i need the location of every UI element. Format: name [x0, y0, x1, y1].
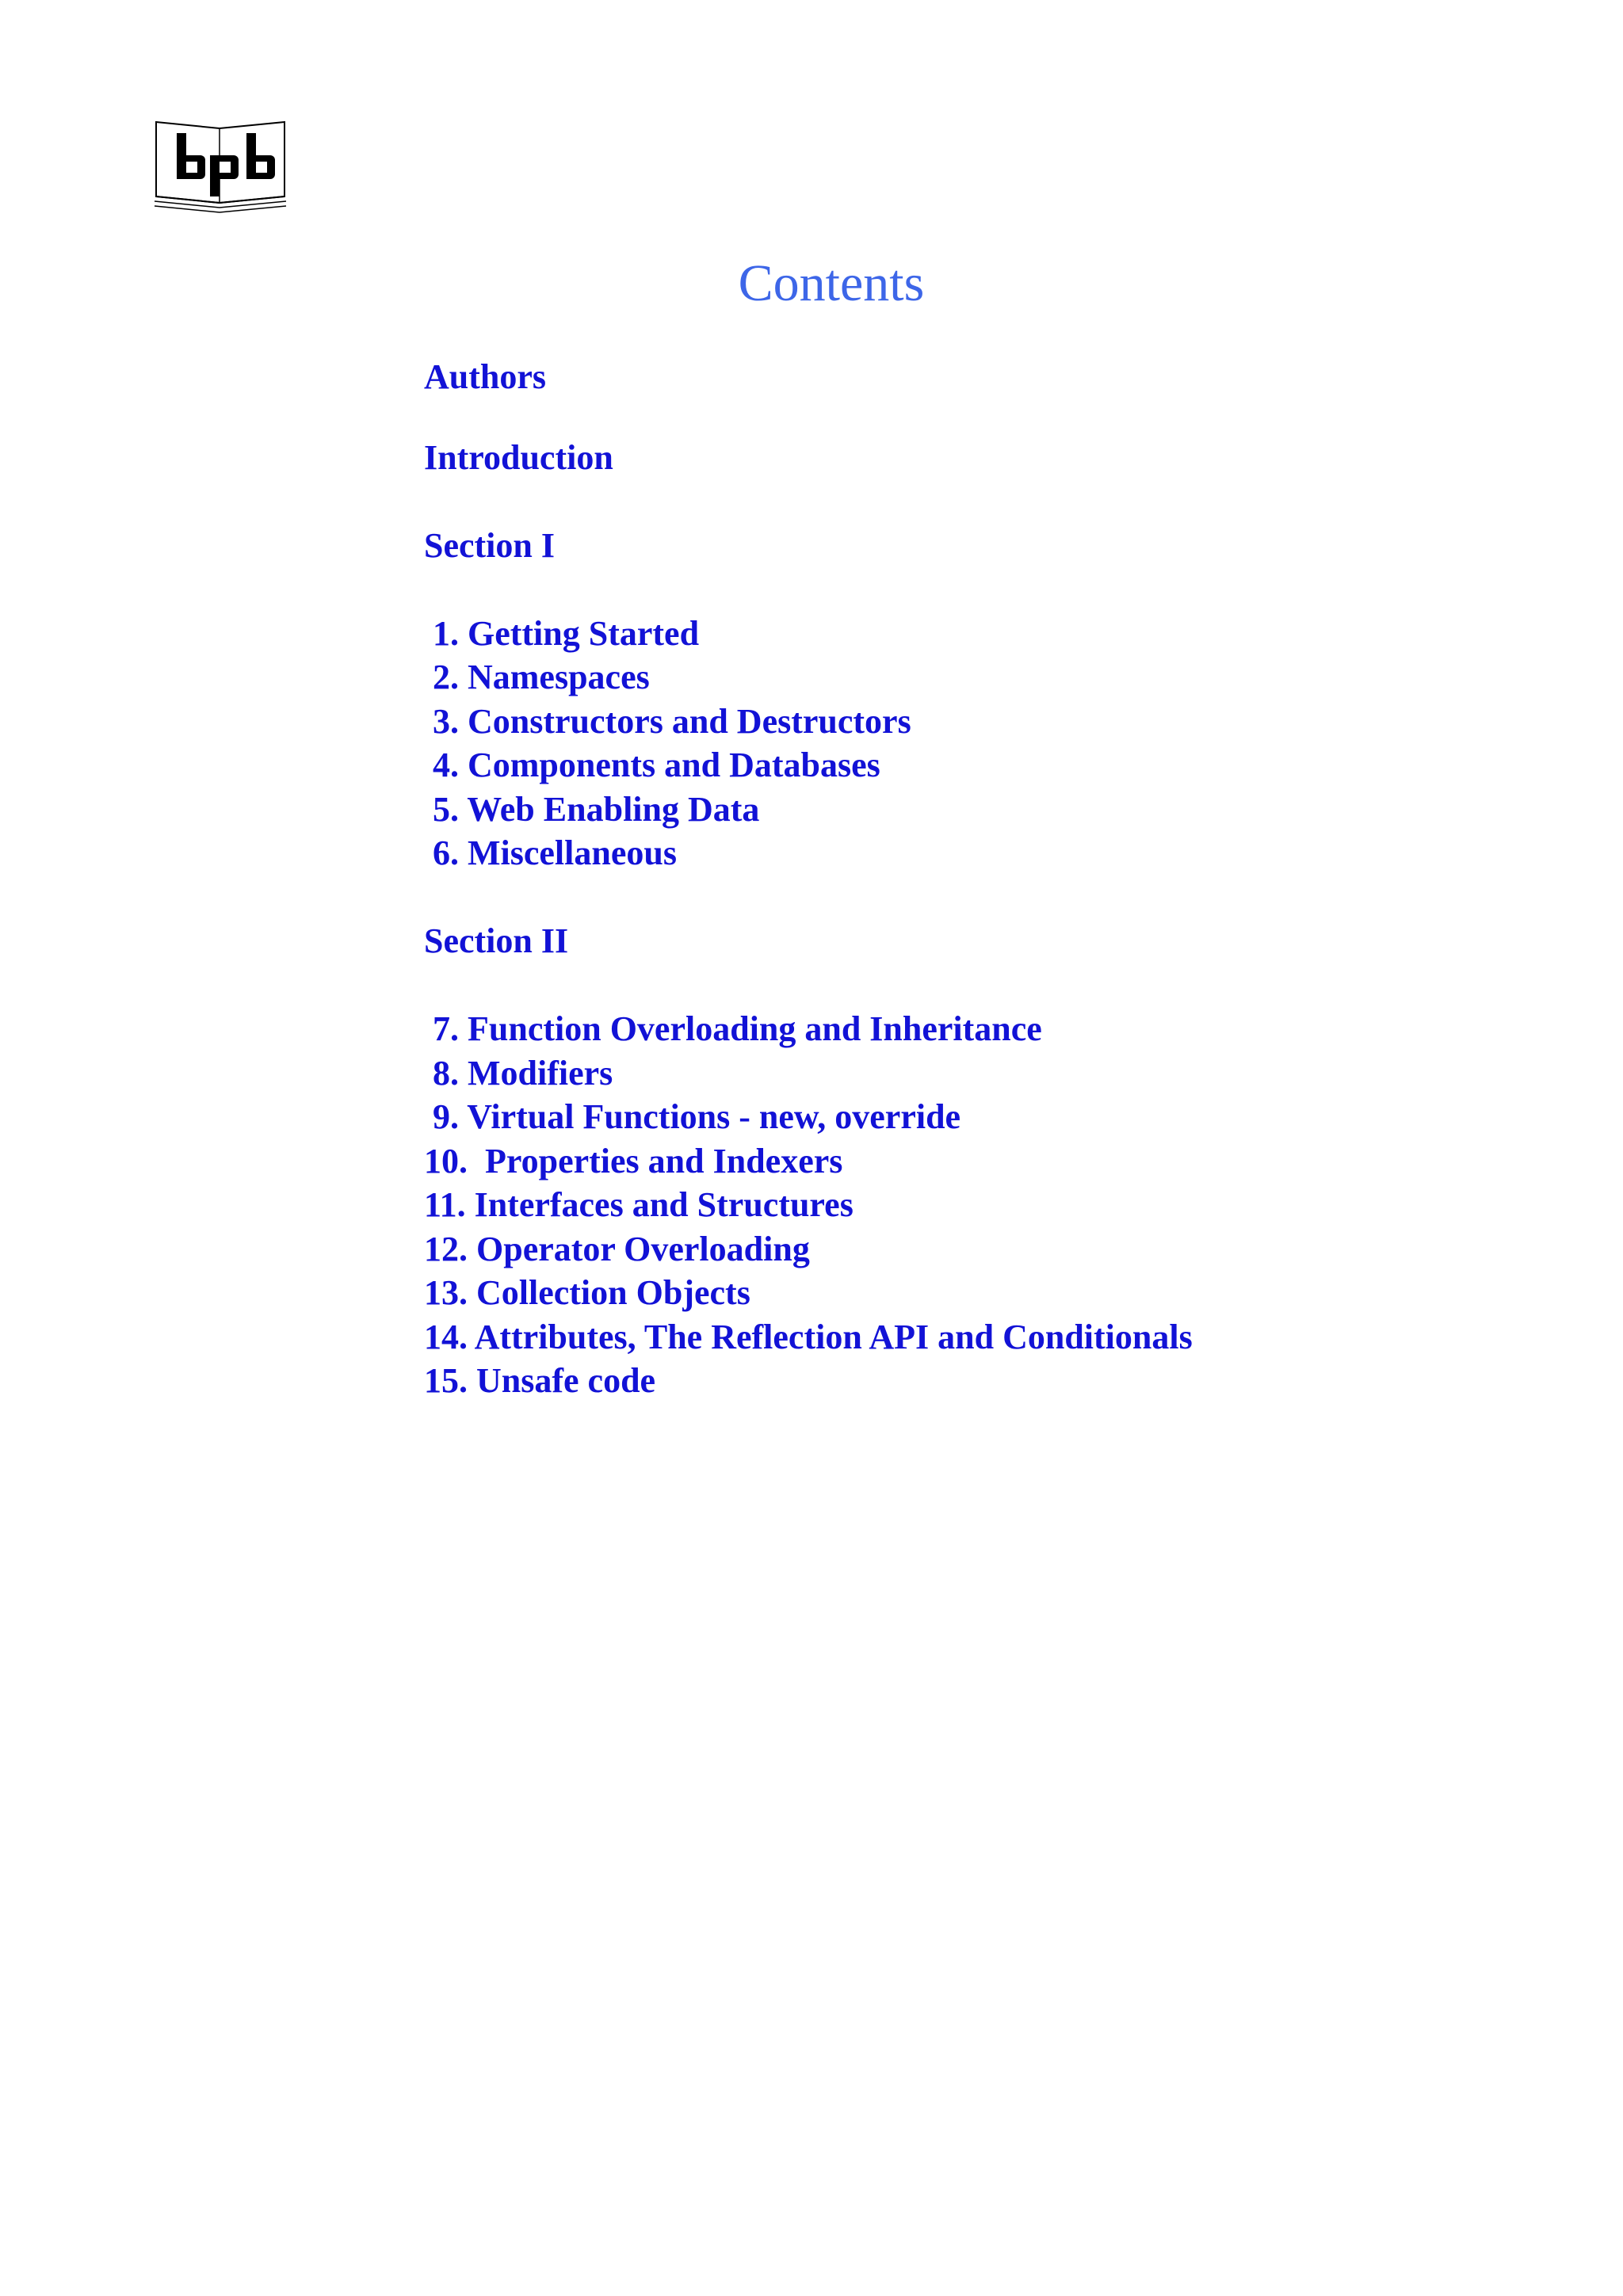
toc-chapter[interactable]: 4. Components and Databases: [424, 746, 880, 784]
toc-section-2[interactable]: Section II: [424, 921, 569, 960]
toc-chapter[interactable]: 5. Web Enabling Data: [424, 790, 760, 829]
toc-chapter[interactable]: 2. Namespaces: [424, 658, 650, 696]
toc-chapter[interactable]: 11. Interfaces and Structures: [424, 1185, 854, 1224]
toc-chapter[interactable]: 12. Operator Overloading: [424, 1230, 810, 1268]
toc-authors[interactable]: Authors: [424, 357, 547, 396]
toc-section-1[interactable]: Section I: [424, 526, 555, 565]
toc-chapter[interactable]: 9. Virtual Functions - new, override: [424, 1097, 961, 1136]
toc-chapter[interactable]: 8. Modifiers: [424, 1054, 613, 1093]
toc-chapter[interactable]: 3. Constructors and Destructors: [424, 702, 911, 741]
toc-chapter[interactable]: 10. Properties and Indexers: [424, 1142, 843, 1180]
toc-chapter[interactable]: 15. Unsafe code: [424, 1361, 656, 1400]
toc-introduction[interactable]: Introduction: [424, 438, 613, 477]
toc-chapter[interactable]: 6. Miscellaneous: [424, 833, 677, 872]
toc-chapter[interactable]: 13. Collection Objects: [424, 1273, 750, 1312]
toc-chapter[interactable]: 14. Attributes, The Reflection API and Conditionals: [424, 1318, 1193, 1356]
publisher-logo-icon: [153, 117, 288, 216]
toc-chapter[interactable]: 7. Function Overloading and Inheritance: [424, 1009, 1042, 1048]
toc-chapter[interactable]: 1. Getting Started: [424, 614, 700, 653]
page-title: Contents: [738, 254, 925, 312]
